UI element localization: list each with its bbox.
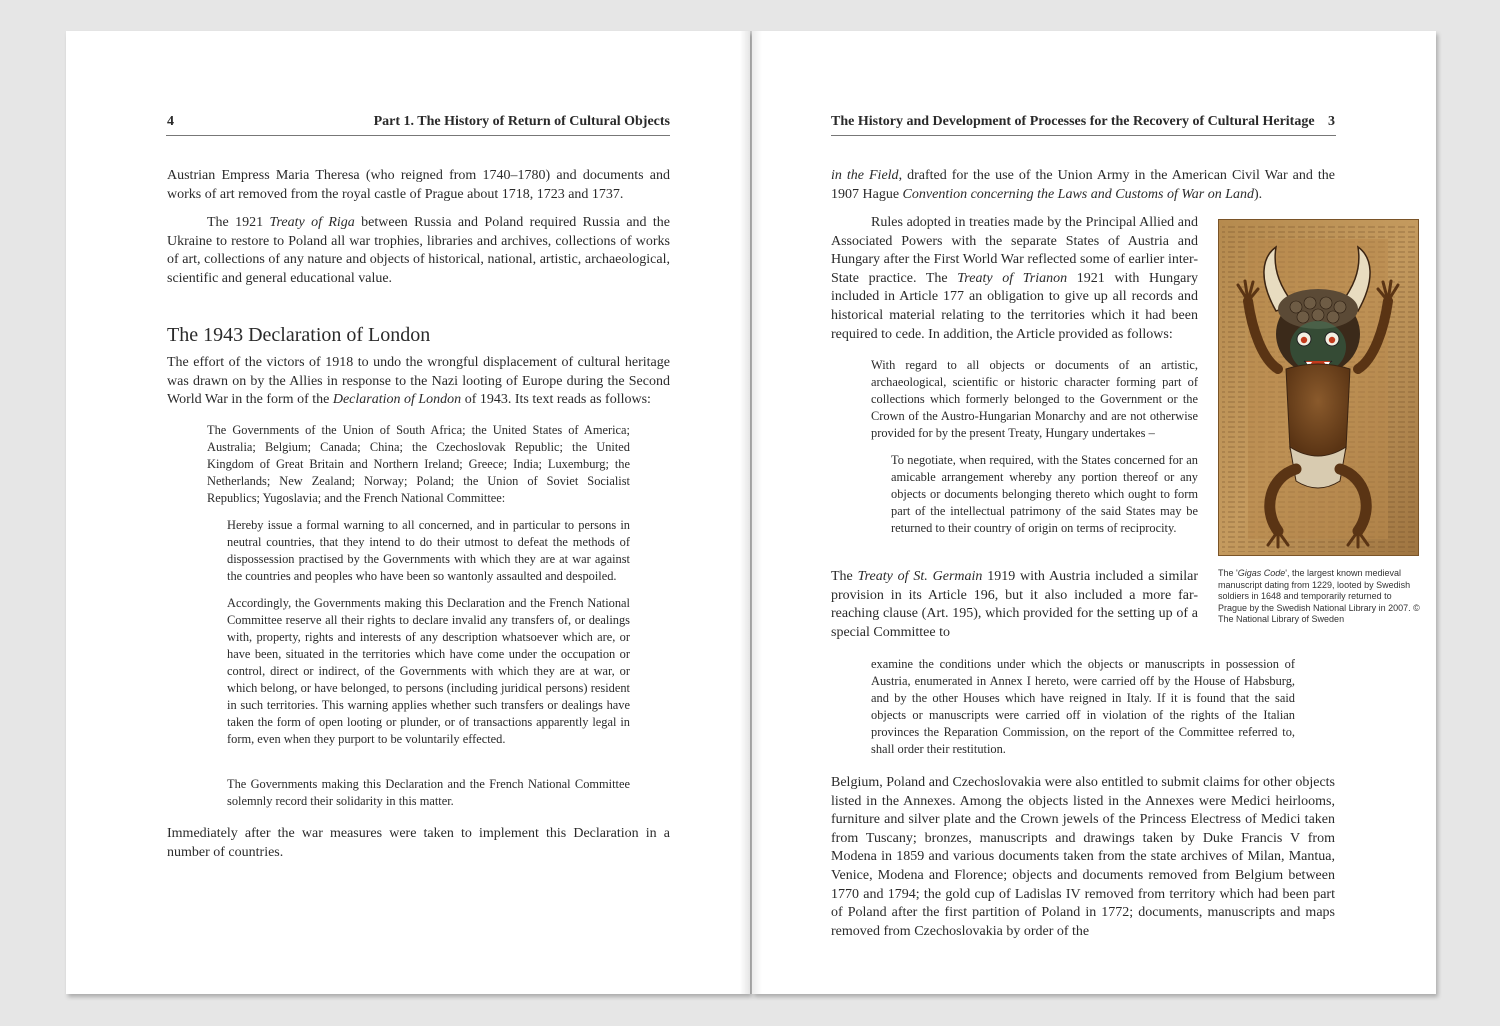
codex-gigas-image [1218, 219, 1419, 556]
paragraph: The Treaty of St. Germain 1919 with Austria included a similar provision in its Article 196, but it also included a more far-reaching clause (Art. 195), which provided for the setting up of a special Committee to [831, 569, 1198, 640]
book-spine [740, 31, 762, 994]
right-page [752, 31, 1436, 994]
header-rule-right [831, 135, 1336, 136]
paragraph: The 1921 Treaty of Riga between Russia and Poland required Russia and the Ukraine to restore to Poland all war trophies, libraries and archives, collections of works of art, collections of any nature and objects of historical, national, artistic, archaeological, scientific and general educational value. [167, 215, 671, 286]
paragraph: Austrian Empress Maria Theresa (who reigned from 1740–1780) and documents and works of art removed from the royal castle of Prague about 1718, 1723 and 1737. [167, 168, 670, 202]
page-number-left: 4 [167, 114, 174, 129]
figure-caption: The 'Gigas Code', the largest known medieval manuscript dating from 1229, looted by Swedish soldiers in 1648 and temporarily returned to Prague by the Swedish National Library in 2007. © The National Library of Sweden [1218, 568, 1420, 625]
paragraph: Belgium, Poland and Czechoslovakia were also entitled to submit claims for other objects listed in the Annexes. Among the objects listed in the Annexes were Medici heirlooms, furniture and silver plate and the Crown jewels of the Princess Electress of Medici taken from Tuscany; bronzes, manuscripts and drawings taken by Duke Francis V from Modena in 1859 and various documents taken from the state archives of Milan, Mantua, Venice, Modena and Florence; objects and documents removed from Belgium between 1770 and 1794; the gold cup of Ladislas IV removed from territory which had been part of Poland after the first partition of Poland in 1772; documents, manuscripts and maps removed from Czechoslovakia by order of the [831, 775, 1335, 939]
section-heading: The 1943 Declaration of London [167, 324, 431, 346]
block-quote: To negotiate, when required, with the States concerned for an amicable arrangement whereby any portion thereof or any objects or documents belonging thereto which ought to form part of the intellectual patrimony of the said States may be returned to their country of origin on terms of reciprocity. [891, 453, 1198, 535]
block-quote: The Governments making this Declaration and the French National Committee solemnly record their solidarity in this matter. [227, 777, 630, 808]
running-head-left: Part 1. The History of Return of Cultural Objects [373, 114, 670, 129]
left-page [66, 31, 750, 994]
paragraph: The effort of the victors of 1918 to undo the wrongful displacement of cultural heritage was drawn on by the Allies in response to the Nazi looting of Europe during the Second World War in the form of the Declaration of London of 1943. Its text reads as follows: [167, 355, 670, 408]
block-quote: Accordingly, the Governments making this Declaration and the French National Committee reserve all their rights to declare invalid any transfers of, or dealings with, property, rights and interests of any description whatsoever which are, or have been, situated in the territories which have come under the occupation or control, direct or indirect, of the Governments with which they are at war, or which belong, or have belonged, to persons (including juridical persons) resident in such territories. This warning applies whether such transfers or dealings have taken the form of open looting or plunder, or of transactions apparently legal in form, even when they purport to be voluntarily effected. [227, 596, 630, 746]
block-quote: Hereby issue a formal warning to all concerned, and in particular to persons in neutral countries, that they intend to do their utmost to defeat the methods of dispossession practised by the Governments with which they are at war against the countries and peoples who have been so wantonly assaulted and despoiled. [227, 518, 630, 583]
block-quote: examine the conditions under which the objects or manuscripts in possession of Austria, enumerated in Annex I hereto, were carried off by the House of Habsburg, and by the other Houses which have reigned in Italy. If it is found that the said objects or manuscripts were carried off in violation of the rights of the Italian provinces the Reparation Commission, on the report of the Committee referred to, shall order their restitution. [871, 657, 1295, 756]
page-number-right: 3 [1328, 114, 1335, 129]
paragraph: Rules adopted in treaties made by the Principal Allied and Associated Powers with the separate States of Austria and Hungary after the First World War reflected some of earlier inter-State practice. The Treaty of Trianon 1921 with Hungary included in Article 177 an obligation to give up all records and historical material relating to the territories which it had been required to cede. In addition, the Article provided as follows: [831, 215, 1198, 342]
paragraph: in the Field, drafted for the use of the Union Army in the American Civil War and the 1907 Hague Convention concerning the Laws and Customs of War on Land). [831, 168, 1335, 202]
running-head-right: The History and Development of Processes for the Recovery of Cultural Heritage [831, 114, 1315, 129]
block-quote: The Governments of the Union of South Africa; the United States of America; Australia; Belgium; Canada; China; the Czechoslovak Republic; the United Kingdom of Great Britain and Northern Ireland; Greece; India; Luxemburg; the Netherlands; New Zealand; Norway; Poland; the Union of Soviet Socialist Republics; Yugoslavia; and the French National Committee: [207, 423, 630, 505]
header-rule-left [166, 135, 670, 136]
block-quote: With regard to all objects or documents of an artistic, archaeological, scientific or historic character forming part of collections which formerly belonged to the Government or the Crown of the Austro-Hungarian Monarchy and are not otherwise provided for by the present Treaty, Hungary undertakes – [871, 358, 1198, 440]
paragraph: Immediately after the war measures were taken to implement this Declaration in a number of countries. [167, 826, 670, 860]
